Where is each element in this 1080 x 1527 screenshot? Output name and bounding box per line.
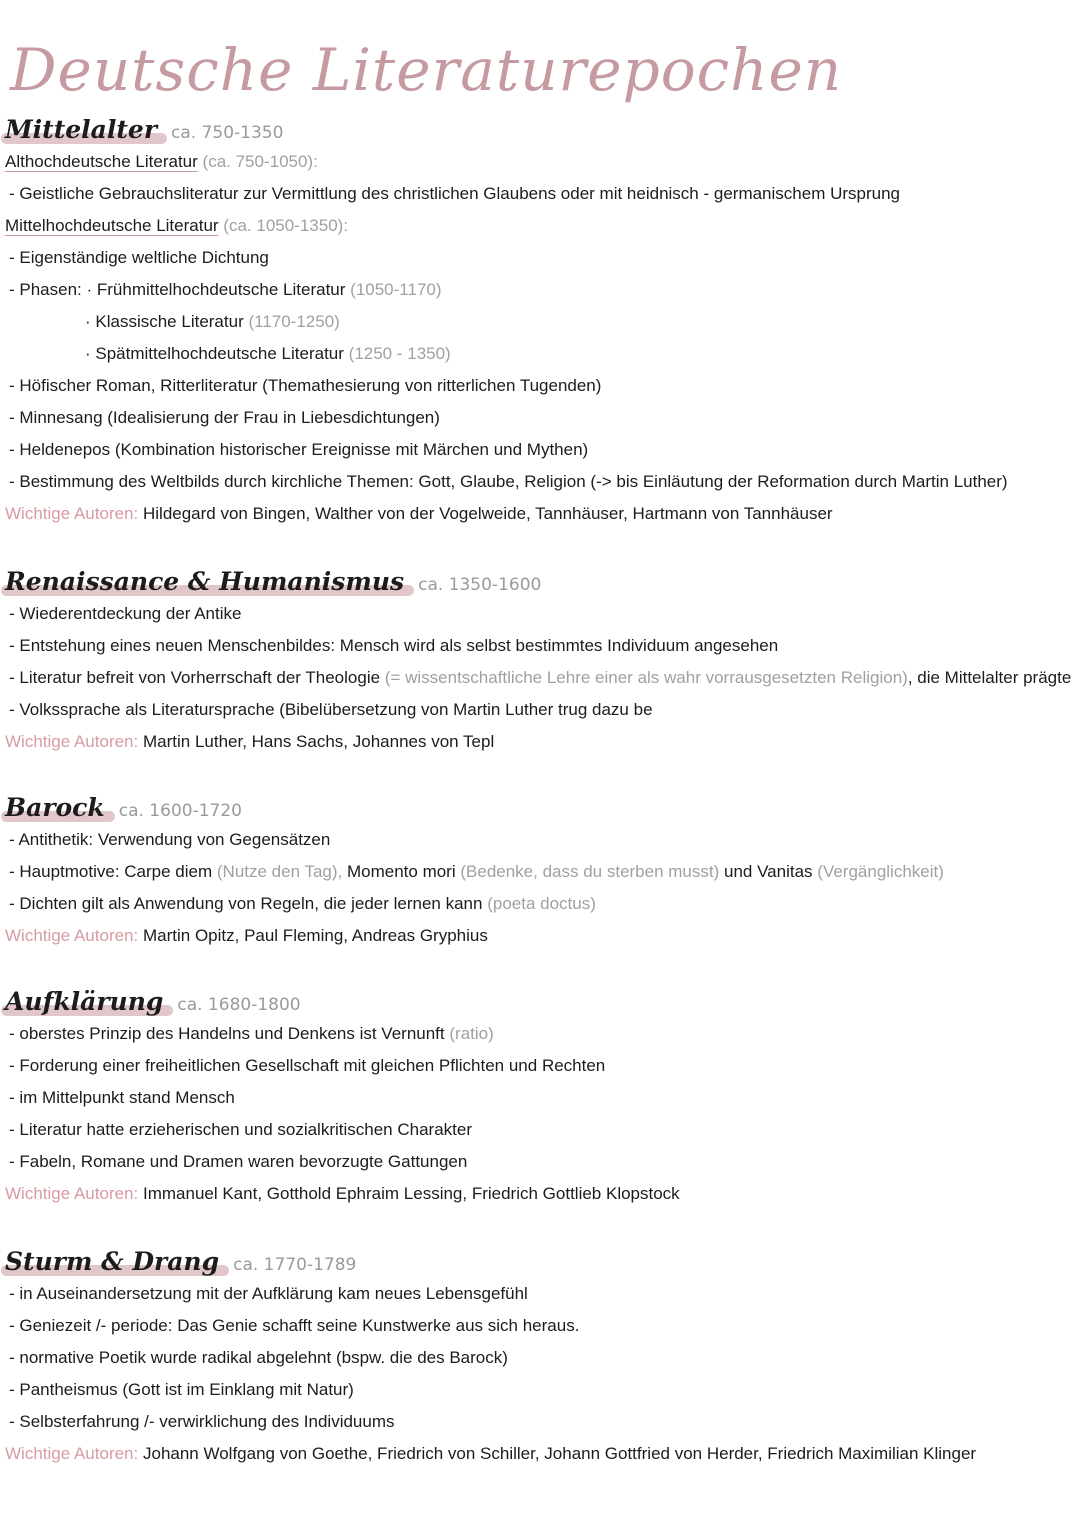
subheading-ahd — [5, 146, 1070, 178]
section-title: Mittelalter — [5, 115, 157, 144]
theologie-text: - Literatur befreit von Vorherrschaft der Theologie — [9, 668, 381, 687]
phase-line-3 — [5, 338, 1070, 370]
section-title: Barock — [5, 793, 105, 822]
section-sturm-drang — [5, 1248, 1070, 1470]
section-header — [5, 794, 1070, 824]
authors-line — [5, 1438, 1070, 1470]
authors-line — [5, 1178, 1070, 1210]
subheading-mhd — [5, 210, 1070, 242]
bullet-point: - Geistliche Gebrauchsliteratur zur Vermittlung des christlichen Glaubens oder mit heidnisch - germanischem Ursprung — [9, 184, 900, 203]
section-mittelalter — [5, 116, 1070, 530]
section-barock — [5, 794, 1070, 952]
authors-label: Wichtige Autoren: — [5, 504, 139, 523]
list-item-theologie — [5, 662, 1070, 694]
motive-text: Momento mori — [346, 862, 456, 881]
list-item: - Forderung einer freiheitlichen Gesellschaft mit gleichen Pflichten und Rechten — [9, 1056, 606, 1075]
ahd-period: (ca. 750-1050): — [202, 152, 318, 171]
phase-name: Frühmittelhochdeutsche Literatur — [96, 280, 346, 299]
section-title: Renaissance & Humanismus — [5, 567, 405, 596]
bullet-point: - Eigenständige weltliche Dichtung — [9, 248, 269, 267]
list-item-dichten — [5, 888, 1070, 920]
motive-text: - Hauptmotive: Carpe diem — [9, 862, 213, 881]
theologie-post: , die Mittelalter prägte — [907, 668, 1072, 687]
list-item: - Entstehung eines neuen Menschenbildes: Mensch wird als selbst bestimmtes Individuum angesehen — [9, 636, 779, 655]
page-title: Deutsche Literaturepochen — [10, 36, 843, 104]
motive-note: (Vergänglichkeit) — [817, 862, 944, 881]
mhd-period: (ca. 1050-1350): — [223, 216, 349, 235]
section-period: ca. 1680-1800 — [177, 995, 301, 1015]
authors-line — [5, 498, 1070, 530]
phase-period: (1050-1170) — [350, 280, 442, 299]
authors-list: Hildegard von Bingen, Walther von der Vogelweide, Tannhäuser, Hartmann von Tannhäuser — [142, 504, 833, 523]
phase-line-2 — [5, 306, 1070, 338]
list-item: - Antithetik: Verwendung von Gegensätzen — [9, 830, 331, 849]
authors-label: Wichtige Autoren: — [5, 732, 139, 751]
phase-period: (1170-1250) — [248, 312, 340, 331]
authors-list: Martin Opitz, Paul Fleming, Andreas Gryphius — [142, 926, 488, 945]
authors-label: Wichtige Autoren: — [5, 1444, 139, 1463]
section-header — [5, 988, 1070, 1018]
list-item: - im Mittelpunkt stand Mensch — [9, 1088, 235, 1107]
dichten-note: (poeta doctus) — [487, 894, 596, 913]
list-item-motive — [5, 856, 1070, 888]
ahd-label: Althochdeutsche Literatur — [5, 152, 198, 171]
list-item: - Geniezeit /- periode: Das Genie schafft seine Kunstwerke aus sich heraus. — [9, 1316, 580, 1335]
section-header — [5, 568, 1070, 598]
authors-list: Johann Wolfgang von Goethe, Friedrich von Schiller, Johann Gottfried von Herder, Friedrich Maximilian Klinger — [142, 1444, 977, 1463]
section-header — [5, 116, 1070, 146]
list-item: - normative Poetik wurde radikal abgelehnt (bspw. die des Barock) — [9, 1348, 508, 1367]
list-item: - Bestimmung des Weltbilds durch kirchliche Themen: Gott, Glaube, Religion (-> bis Einläutung der Reformation durch Martin Luther) — [9, 472, 1008, 491]
phase-line-1 — [5, 274, 1070, 306]
list-item: - Wiederentdeckung der Antike — [9, 604, 242, 623]
list-item: - Heldenepos (Kombination historischer Ereignisse mit Märchen und Mythen) — [9, 440, 589, 459]
authors-list: Martin Luther, Hans Sachs, Johannes von Tepl — [142, 732, 495, 751]
list-item: - Pantheismus (Gott ist im Einklang mit Natur) — [9, 1380, 354, 1399]
authors-list: Immanuel Kant, Gotthold Ephraim Lessing, Friedrich Gottlieb Klopstock — [142, 1184, 680, 1203]
list-item: - Höfischer Roman, Ritterliteratur (Themathesierung von ritterlichen Tugenden) — [9, 376, 602, 395]
theologie-note: (= wissentschaftliche Lehre einer als wahr vorrausgesetzten Religion) — [384, 668, 908, 687]
list-item: - Minnesang (Idealisierung der Frau in Liebesdichtungen) — [9, 408, 440, 427]
list-item: - Literatur hatte erzieherischen und sozialkritischen Charakter — [9, 1120, 473, 1139]
section-period: ca. 1600-1720 — [118, 801, 242, 821]
authors-label: Wichtige Autoren: — [5, 1184, 139, 1203]
section-header — [5, 1248, 1070, 1278]
mhd-label: Mittelhochdeutsche Literatur — [5, 216, 219, 235]
authors-line — [5, 920, 1070, 952]
list-item-prinzip — [5, 1018, 1070, 1050]
section-title: Sturm & Drang — [5, 1247, 220, 1276]
section-period: ca. 750-1350 — [171, 123, 284, 143]
phasen-label: - Phasen: · — [9, 280, 93, 299]
authors-label: Wichtige Autoren: — [5, 926, 139, 945]
prinzip-note: (ratio) — [449, 1024, 494, 1043]
section-renaissance — [5, 568, 1070, 758]
list-item: - Volkssprache als Literatursprache (Bibelübersetzung von Martin Luther trug dazu be — [9, 700, 653, 719]
section-aufklaerung — [5, 988, 1070, 1210]
section-period: ca. 1770-1789 — [233, 1255, 357, 1275]
prinzip-text: - oberstes Prinzip des Handelns und Denkens ist Vernunft — [9, 1024, 445, 1043]
list-item: - Selbsterfahrung /- verwirklichung des Individuums — [9, 1412, 395, 1431]
list-item: - Fabeln, Romane und Dramen waren bevorzugte Gattungen — [9, 1152, 468, 1171]
phase-name: · Klassische Literatur — [85, 312, 244, 331]
list-item: - in Auseinandersetzung mit der Aufklärung kam neues Lebensgefühl — [9, 1284, 528, 1303]
bullet-list — [5, 370, 1070, 498]
phase-name: · Spätmittelhochdeutsche Literatur — [85, 344, 344, 363]
section-title: Aufklärung — [5, 987, 164, 1016]
phase-period: (1250 - 1350) — [348, 344, 451, 363]
section-period: ca. 1350-1600 — [418, 575, 542, 595]
authors-line — [5, 726, 1070, 758]
motive-text: und Vanitas — [724, 862, 813, 881]
dichten-text: - Dichten gilt als Anwendung von Regeln, die jeder lernen kann — [9, 894, 483, 913]
motive-note: (Nutze den Tag), — [216, 862, 343, 881]
motive-note: (Bedenke, dass du sterben musst) — [460, 862, 720, 881]
